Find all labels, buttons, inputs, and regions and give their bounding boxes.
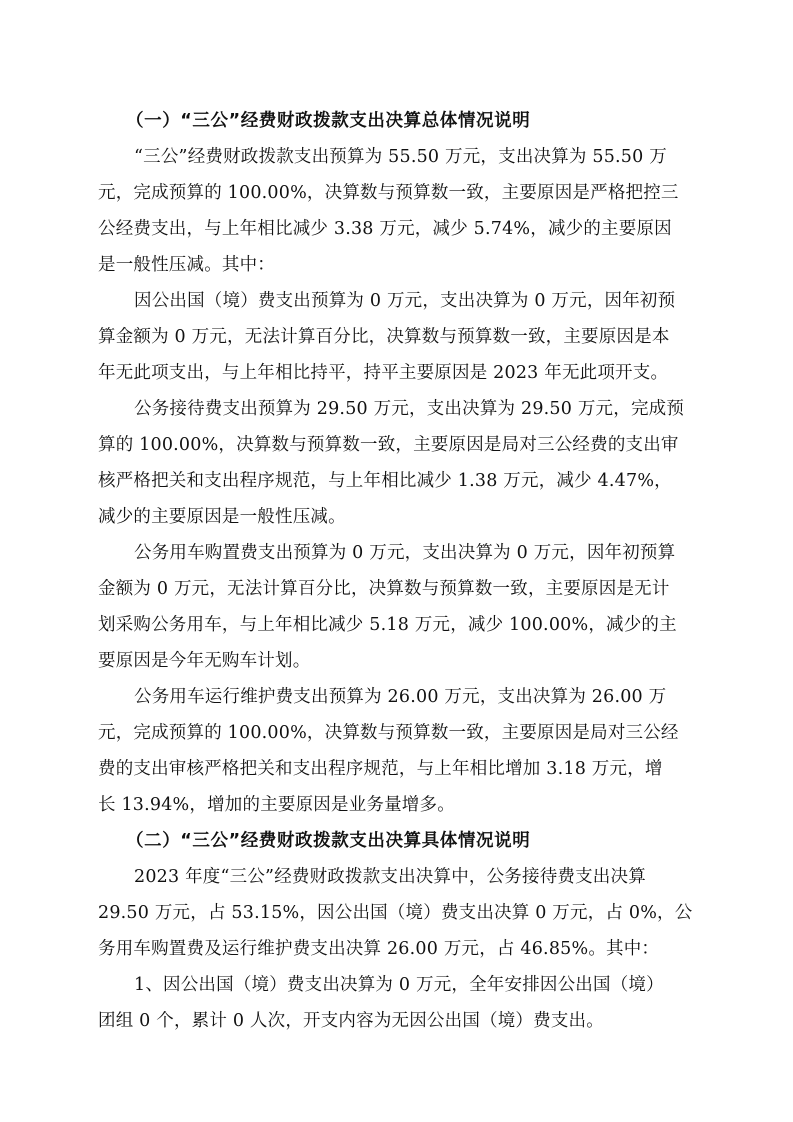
paragraph-line: 公务用车运行维护费支出预算为 26.00 万元，支出决算为 26.00 万 xyxy=(134,687,667,707)
paragraph-line: 核严格把关和支出程序规范，与上年相比减少 1.38 万元，减少 4.47%， xyxy=(98,471,672,491)
vehicle-operation-paragraph xyxy=(98,679,698,823)
document-body xyxy=(98,103,698,1039)
paragraph-line: 减少的主要原因是一般性压减。 xyxy=(98,507,346,527)
abroad-expense-paragraph xyxy=(98,283,698,391)
paragraph-line: 元，完成预算的 100.00%，决算数与预算数一致，主要原因是局对三公经 xyxy=(98,723,679,743)
paragraph-line: 年无此项支出，与上年相比持平，持平主要原因是 2023 年无此项开支。 xyxy=(98,363,669,383)
section2-heading: （二）“三公”经费财政拨款支出决算具体情况说明 xyxy=(126,831,531,851)
vehicle-purchase-paragraph xyxy=(98,535,698,679)
paragraph-line: 元，完成预算的 100.00%，决算数与预算数一致，主要原因是严格把控三 xyxy=(98,183,679,203)
paragraph-line: 因公出国（境）费支出预算为 0 万元，支出决算为 0 万元，因年初预 xyxy=(134,291,676,311)
paragraph-line: 团组 0 个，累计 0 人次，开支内容为无因公出国（境）费支出。 xyxy=(98,1011,604,1031)
paragraph-line: 1、因公出国（境）费支出决算为 0 万元，全年安排因公出国（境） xyxy=(134,975,664,995)
reception-expense-paragraph xyxy=(98,391,698,535)
paragraph-line: 要原因是今年无购车计划。 xyxy=(98,651,311,671)
item1-abroad-paragraph xyxy=(98,967,698,1039)
paragraph-line: 2023 年度“三公”经费财政拨款支出决算中，公务接待费支出决算 xyxy=(134,867,646,887)
paragraph-line: 是一般性压减。其中： xyxy=(98,255,275,275)
paragraph-line: 长 13.94%，增加的主要原因是业务量增多。 xyxy=(98,795,455,815)
section1-intro-paragraph xyxy=(98,139,698,283)
paragraph-line: 金额为 0 万元，无法计算百分比，决算数与预算数一致，主要原因是无计 xyxy=(98,579,670,599)
section2-intro-paragraph xyxy=(98,859,698,967)
paragraph-line: “三公”经费财政拨款支出预算为 55.50 万元，支出决算为 55.50 万 xyxy=(134,147,667,167)
paragraph-line: 算的 100.00%，决算数与预算数一致，主要原因是局对三公经费的支出审 xyxy=(98,435,679,455)
paragraph-line: 公务用车购置费支出预算为 0 万元，支出决算为 0 万元，因年初预算 xyxy=(134,543,676,563)
paragraph-line: 29.50 万元，占 53.15%，因公出国（境）费支出决算 0 万元，占 0%，公 xyxy=(98,903,693,923)
paragraph-line: 务用车购置费及运行维护费支出决算 26.00 万元，占 46.85%。其中： xyxy=(98,939,660,959)
paragraph-line: 算金额为 0 万元，无法计算百分比，决算数与预算数一致，主要原因是本 xyxy=(98,327,670,347)
paragraph-line: 费的支出审核严格把关和支出程序规范，与上年相比增加 3.18 万元，增 xyxy=(98,759,663,779)
section1-heading: （一）“三公”经费财政拨款支出决算总体情况说明 xyxy=(126,111,531,131)
paragraph-line: 公务接待费支出预算为 29.50 万元，支出决算为 29.50 万元，完成预 xyxy=(134,399,685,419)
paragraph-line: 公经费支出，与上年相比减少 3.38 万元，减少 5.74%，减少的主要原因 xyxy=(98,219,672,239)
paragraph-line: 划采购公务用车，与上年相比减少 5.18 万元，减少 100.00%，减少的主 xyxy=(98,615,677,635)
